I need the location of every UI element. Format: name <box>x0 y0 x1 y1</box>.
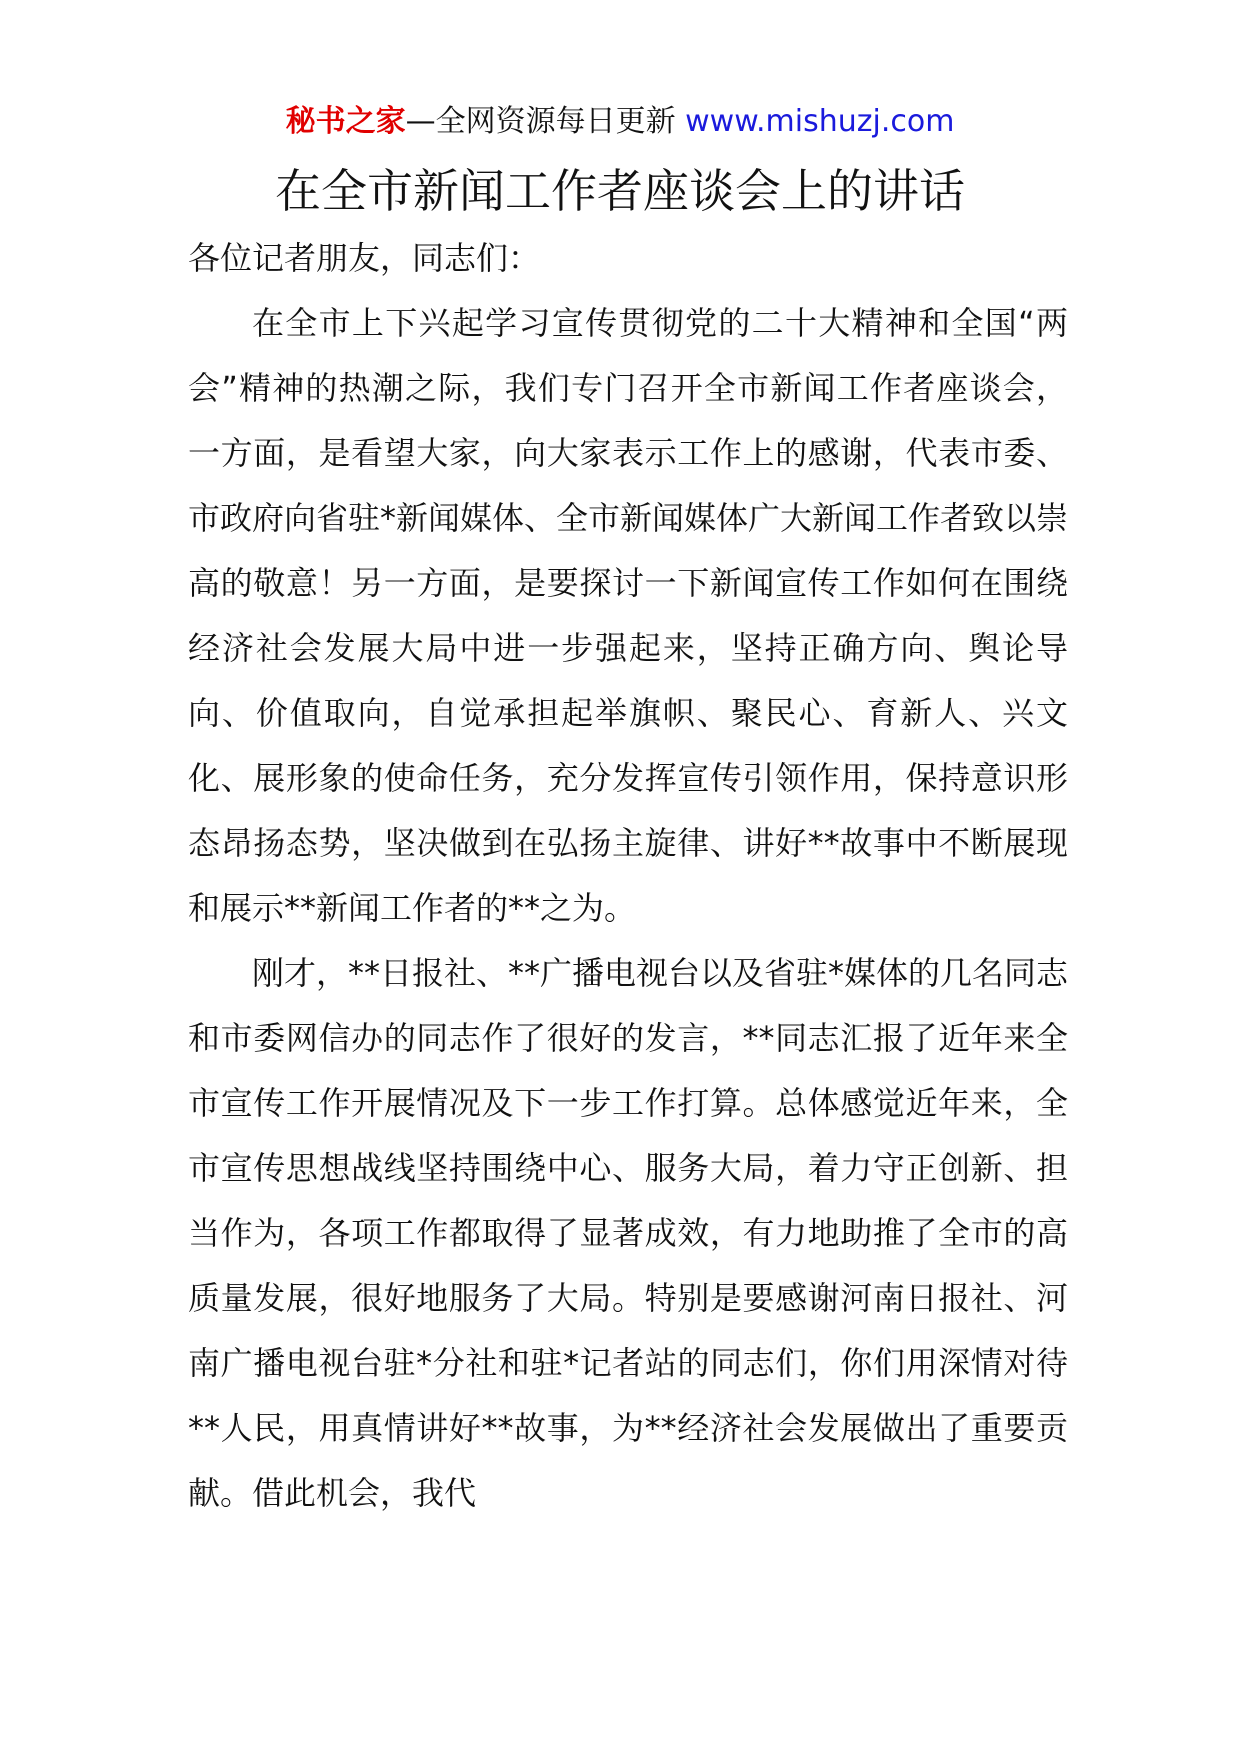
header-tagline: —全网资源每日更新 <box>405 104 676 139</box>
brand-name: 秘书之家 <box>285 104 406 139</box>
site-header <box>0 100 1240 144</box>
document-body <box>188 226 1068 1526</box>
salutation: 各位记者朋友，同志们： <box>188 239 541 277</box>
site-url-link[interactable]: www.mishuzj.com <box>685 104 955 139</box>
paragraph-2: 刚才，**日报社、**广播电视台以及省驻*媒体的几名同志和市委网信办的同志作了很好的发言，**同志汇报了近年来全市宣传工作开展情况及下一步工作打算。总体感觉近年来，全市宣传思想战线坚持围绕中心、服务大局，着力守正创新、担当作为，各项工作都取得了显著成效，有力地助推了全市的高质量发展，很好地服务了大局。特别是要感谢河南日报社、河南广播电视台驻*分社和驻*记者站的同志们，你们用深情对待**人民，用真情讲好**故事，为**经济社会发展做出了重要贡献。借此机会，我代 <box>188 954 1069 1512</box>
paragraph-1: 在全市上下兴起学习宣传贯彻党的二十大精神和全国“两会”精神的热潮之际，我们专门召开全市新闻工作者座谈会，一方面，是看望大家，向大家表示工作上的感谢，代表市委、市政府向省驻*新闻媒体、全市新闻媒体广大新闻工作者致以崇高的敬意！另一方面，是要探讨一下新闻宣传工作如何在围绕经济社会发展大局中进一步强起来，坚持正确方向、舆论导向、价值取向，自觉承担起举旗帜、聚民心、育新人、兴文化、展形象的使命任务，充分发挥宣传引领作用，保持意识形态昂扬态势，坚决做到在弘扬主旋律、讲好**故事中不断展现和展示**新闻工作者的**之为。 <box>188 304 1069 927</box>
document-title: 在全市新闻工作者座谈会上的讲话 <box>275 164 965 218</box>
